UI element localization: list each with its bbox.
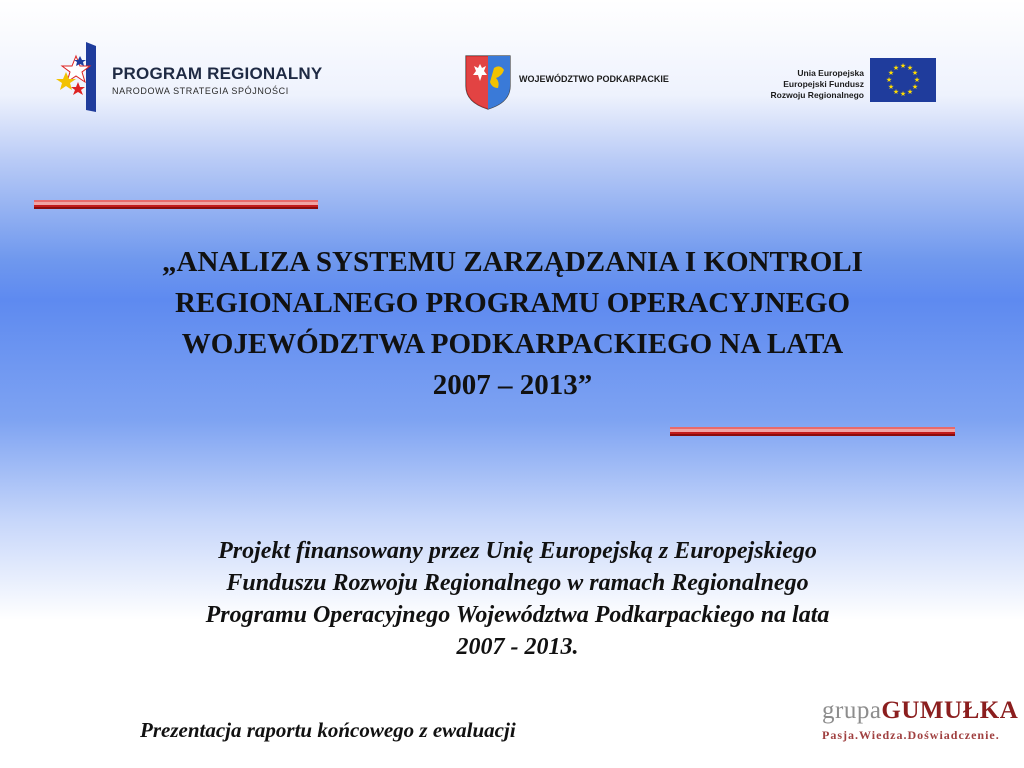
title-line-2: REGIONALNEGO PROGRAMU OPERACYJNEGO: [174, 287, 851, 319]
eu-line-2: Europejski Fundusz: [783, 79, 864, 89]
eu-line-3: Rozwoju Regionalnego: [770, 90, 864, 100]
page-title: [60, 242, 965, 406]
svg-text:★: ★: [885, 76, 893, 84]
svg-text:★: ★: [887, 83, 895, 91]
program-regionalny-logo: [52, 42, 332, 114]
title-line-1: „ANALIZA SYSTEMU ZARZĄDZANIA I KONTROLI: [162, 246, 863, 278]
svg-text:★: ★: [892, 64, 900, 72]
funding-statement: [95, 535, 940, 663]
eu-text: [771, 68, 865, 101]
decorative-red-bar-bottom: [670, 427, 955, 436]
program-regionalny-title: PROGRAM REGIONALNY: [112, 64, 323, 83]
svg-text:★: ★: [911, 69, 919, 77]
eu-flag-icon: [870, 58, 936, 102]
eu-line-1: Unia Europejska: [797, 68, 864, 78]
svg-text:★: ★: [906, 88, 914, 96]
svg-text:★: ★: [899, 62, 907, 70]
gumulka-logo: [822, 697, 1018, 725]
svg-text:★: ★: [911, 83, 919, 91]
eu-logo: [760, 56, 940, 106]
gumulka-name: GUMUŁKA: [881, 697, 1019, 724]
program-regionalny-subtitle: NARODOWA STRATEGIA SPÓJNOŚCI: [112, 86, 289, 96]
funding-line-3: Programu Operacyjnego Województwa Podkarpackiego na lata: [205, 602, 830, 628]
coat-of-arms-icon: [464, 54, 512, 110]
svg-text:★: ★: [892, 88, 900, 96]
svg-text:★: ★: [899, 90, 907, 98]
svg-text:★: ★: [913, 76, 921, 84]
eu-stars: [870, 58, 936, 102]
funding-line-4: 2007 - 2013.: [456, 634, 579, 660]
funding-line-2: Funduszu Rozwoju Regionalnego w ramach Regionalnego: [226, 570, 809, 596]
gumulka-prefix: grupa: [822, 697, 882, 724]
title-line-4: 2007 – 2013”: [432, 369, 593, 401]
wojewodztwo-label: WOJEWÓDZTWO PODKARPACKIE: [519, 74, 669, 84]
title-line-3: WOJEWÓDZTWA PODKARPACKIEGO NA LATA: [181, 328, 844, 360]
program-regionalny-emblem: [52, 42, 100, 114]
svg-text:★: ★: [887, 69, 895, 77]
wojewodztwo-podkarpackie-logo: [464, 54, 684, 110]
funding-line-1: Projekt finansowany przez Unię Europejską z Europejskiego: [218, 538, 817, 564]
presentation-subtitle: Prezentacja raportu końcowego z ewaluacji: [140, 718, 516, 742]
svg-text:★: ★: [906, 64, 914, 72]
gumulka-tagline: Pasja.Wiedza.Doświadczenie.: [822, 728, 1000, 742]
decorative-red-bar-top: [34, 200, 318, 209]
